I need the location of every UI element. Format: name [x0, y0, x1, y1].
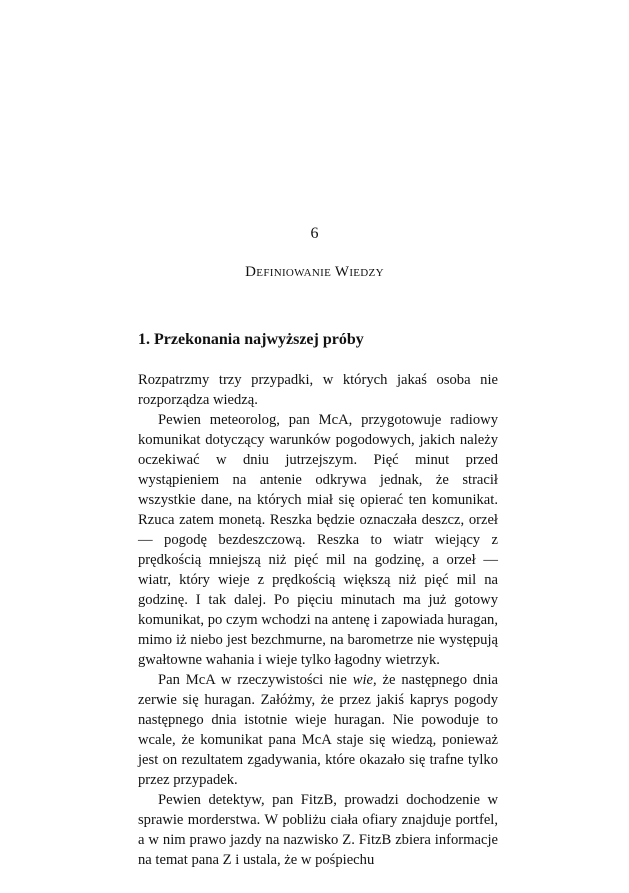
emphasized-word: wie	[352, 672, 373, 688]
chapter-number: 6	[310, 225, 319, 242]
paragraph-text: , że następnego dnia zerwie się huragan. Załóżmy, że przez jakiś kaprys pogody następnego dnia istotnie wieje huragan. Nie powoduje to wcale, że komunikat pana McA staje się wiedzą, ponieważ jest on rezultatem zgadywania, które okazało się trafne tylko przez przypadek.	[138, 672, 498, 788]
paragraph	[138, 670, 498, 790]
section-heading: 1. Przekonania najwyższej próby	[138, 331, 364, 348]
paragraph: Rozpatrzmy trzy przypadki, w których jakaś osoba nie rozporządza wiedzą.	[138, 372, 498, 408]
paragraph-text: Pan McA w rzeczywistości nie	[158, 672, 353, 688]
paragraph: Pewien meteorolog, pan McA, przygotowuje radiowy komunikat dotyczący warunków pogodowych, jakich należy oczekiwać w dniu jutrzejszym. Pięć minut przed wystąpieniem na antenie odkrywa jednak, że stracił wszystkie dane, na których miał się opierać ten komunikat. Rzuca zatem monetą. Reszka będzie oznaczała deszcz, orzeł — pogodę bezdeszczową. Reszka to wiatr wiejący z prędkością mniejszą niż pięć mil na godzinę, a orzeł — wiatr, który wieje z prędkością większą niż pięć mil na godzinę. I tak dalej. Po pięciu minutach ma już gotowy komunikat, po czym wchodzi na antenę i zapowiada huragan, mimo iż niebo jest bezchmurne, na barometrze nie występują gwałtowne wahania i wieje tylko łagodny wietrzyk.	[138, 412, 498, 668]
body-text	[138, 370, 498, 870]
paragraph: Pewien detektyw, pan FitzB, prowadzi dochodzenie w sprawie morderstwa. W pobliżu ciała ofiary znajduje portfel, a w nim prawo jazdy na nazwisko Z. FitzB zbiera informacje na temat pana Z i ustala, że w pośpiechu	[138, 792, 498, 868]
chapter-title: Definiowanie Wiedzy	[245, 264, 384, 280]
